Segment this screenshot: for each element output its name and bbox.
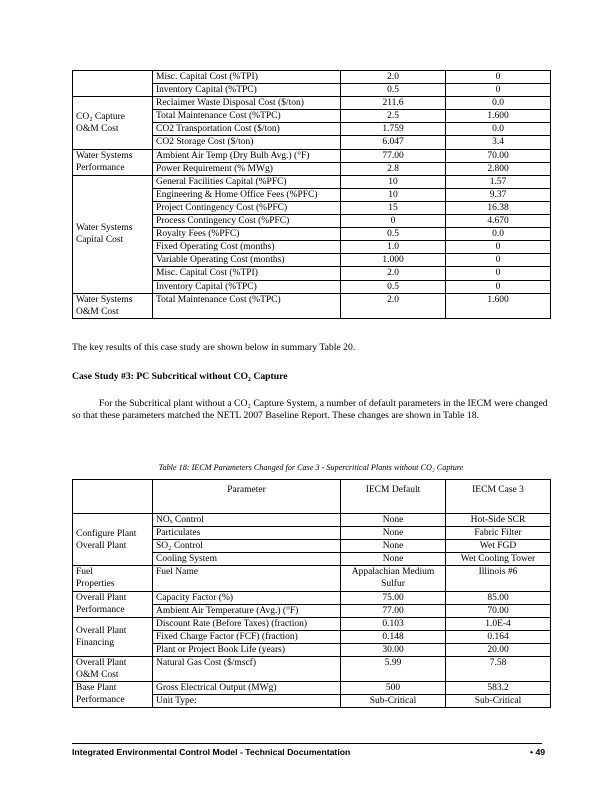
default-value-cell: 10	[341, 188, 446, 201]
case-value-cell: 7.58	[446, 657, 551, 682]
group-cell: Water Systems Performance	[73, 149, 153, 175]
parameter-cell: Natural Gas Cost ($/mscf)	[153, 657, 341, 682]
case-value-cell: Wet Cooling Tower	[446, 553, 551, 566]
default-value-cell: 10	[341, 175, 446, 188]
parameter-cell: Power Requirement (% MWg)	[153, 162, 341, 175]
default-value-cell: 6.047	[341, 136, 446, 149]
table-row	[73, 566, 551, 591]
parameter-cell: Fixed Operating Cost (months)	[153, 241, 341, 254]
parameter-cell: Unit Type:	[153, 695, 341, 708]
parameter-cell: Misc. Capital Cost (%TPI)	[153, 267, 341, 280]
group-cell: Configure Plant Overall Plant	[73, 514, 153, 566]
table-18-caption: Table 18: IECM Parameters Changed for Case 3 - Supercritical Plants without CO₂ Capture	[158, 463, 464, 472]
case-value-cell: Wet FGD	[446, 540, 551, 553]
default-value-cell: 0.148	[341, 630, 446, 643]
parameter-cell: Capacity Factor (%)	[153, 591, 341, 604]
default-value-cell: 2.8	[341, 162, 446, 175]
case-value-cell: 1.600	[446, 110, 551, 123]
header-iecm-default: IECM Default	[341, 480, 446, 514]
case-value-cell: 16.38	[446, 201, 551, 214]
case-value-cell: Fabric Filter	[446, 527, 551, 540]
case-value-cell: 0.164	[446, 630, 551, 643]
default-value-cell: 2.0	[341, 267, 446, 280]
parameter-cell: Gross Electrical Output (MWg)	[153, 682, 341, 695]
default-value-cell: 0.5	[341, 280, 446, 293]
parameter-cell: CO2 Transportation Cost ($/ton)	[153, 123, 341, 136]
default-value-cell: 2.5	[341, 110, 446, 123]
parameter-cell: General Facilities Capital (%PFC)	[153, 175, 341, 188]
case-value-cell: 3.4	[446, 136, 551, 149]
table-row	[73, 514, 551, 527]
parameter-cell: Royalty Fees (%PFC)	[153, 228, 341, 241]
default-value-cell: 211.6	[341, 97, 446, 110]
group-cell: CO₂ Capture O&M Cost	[73, 97, 153, 149]
group-cell: Overall Plant Financing	[73, 617, 153, 656]
parameter-cell: Project Contingency Cost (%PFC)	[153, 201, 341, 214]
case-value-cell: 85.00	[446, 591, 551, 604]
default-value-cell: 1.0	[341, 241, 446, 254]
parameter-cell: NOₓ Control	[153, 514, 341, 527]
default-value-cell: 0	[341, 215, 446, 228]
default-value-cell: 5.99	[341, 657, 446, 682]
parameter-cell: Fixed Charge Factor (FCF) (fraction)	[153, 630, 341, 643]
case-value-cell: 9.37	[446, 188, 551, 201]
case-value-cell: Hot-Side SCR	[446, 514, 551, 527]
case-value-cell: 0.0	[446, 123, 551, 136]
parameter-cell: Ambient Air Temperature (Avg.) (°F)	[153, 604, 341, 617]
parameter-cell: Engineering & Home Office Fees (%PFC)	[153, 188, 341, 201]
page-number: • 49	[530, 747, 546, 757]
table-row	[73, 71, 551, 84]
parameter-cell: CO2 Storage Cost ($/ton)	[153, 136, 341, 149]
parameters-table-continued	[72, 70, 551, 319]
case-value-cell: 1.0E-4	[446, 617, 551, 630]
parameter-cell: Inventory Capital (%TPC)	[153, 280, 341, 293]
header-parameter: Parameter	[153, 480, 341, 514]
header-group	[73, 480, 153, 514]
case-value-cell: 0	[446, 280, 551, 293]
case-value-cell: 0	[446, 84, 551, 97]
default-value-cell: 15	[341, 201, 446, 214]
parameter-cell: Variable Operating Cost (months)	[153, 254, 341, 267]
default-value-cell: 2.0	[341, 293, 446, 318]
case-value-cell: 4.670	[446, 215, 551, 228]
parameter-cell: Total Maintenance Cost (%TPC)	[153, 110, 341, 123]
group-cell: Fuel Properties	[73, 566, 153, 591]
group-cell: Overall Plant Performance	[73, 591, 153, 617]
case-value-cell: 20.00	[446, 643, 551, 656]
parameter-cell: Misc. Capital Cost (%TPI)	[153, 71, 341, 84]
parameter-cell: Particulates	[153, 527, 341, 540]
group-cell: Base Plant Performance	[73, 682, 153, 708]
footer-rule	[72, 743, 542, 744]
table-row	[73, 591, 551, 604]
default-value-cell: 500	[341, 682, 446, 695]
parameter-cell: Ambient Air Temp (Dry Bulb Avg.) (°F)	[153, 149, 341, 162]
group-cell	[73, 71, 153, 97]
case-value-cell: 0	[446, 267, 551, 280]
default-value-cell: None	[341, 540, 446, 553]
table-row	[73, 175, 551, 188]
case-value-cell: 0.0	[446, 97, 551, 110]
group-cell: Water Systems O&M Cost	[73, 293, 153, 318]
group-cell: Water Systems Capital Cost	[73, 175, 153, 293]
parameter-cell: Plant or Project Book Life (years)	[153, 643, 341, 656]
footer-title: Integrated Environmental Control Model - Technical Documentation	[72, 747, 351, 757]
table-row	[73, 149, 551, 162]
case-value-cell: 0	[446, 241, 551, 254]
case-value-cell: 70.00	[446, 604, 551, 617]
case-value-cell: Sub-Critical	[446, 695, 551, 708]
parameter-cell: Cooling System	[153, 553, 341, 566]
table-18	[72, 479, 551, 708]
case-value-cell: Illinois #6	[446, 566, 551, 591]
header-iecm-case-3: IECM Case 3	[446, 480, 551, 514]
case-study-paragraph: For the Subcritical plant without a CO₂ Capture System, a number of default parameters in the IECM were changed so that these parameters matched the NETL 2007 Baseline Report. These changes are shown in Table 18.	[72, 398, 548, 422]
parameter-cell: Discount Rate (Before Taxes) (fraction)	[153, 617, 341, 630]
default-value-cell: Appalachian Medium Sulfur	[341, 566, 446, 591]
case-value-cell: 70.00	[446, 149, 551, 162]
parameter-cell: SO₂ Control	[153, 540, 341, 553]
table-row	[73, 682, 551, 695]
default-value-cell: None	[341, 514, 446, 527]
case-value-cell: 1.57	[446, 175, 551, 188]
parameter-cell: Total Maintenance Cost (%TPC)	[153, 293, 341, 318]
case-value-cell: 0	[446, 71, 551, 84]
parameter-cell: Inventory Capital (%TPC)	[153, 84, 341, 97]
case-study-heading: Case Study #3: PC Subcritical without CO₂ Capture	[72, 371, 288, 382]
case-value-cell: 0	[446, 254, 551, 267]
case-value-cell: 2.800	[446, 162, 551, 175]
default-value-cell: 77.00	[341, 149, 446, 162]
table-row	[73, 657, 551, 682]
parameter-cell: Reclaimer Waste Disposal Cost ($/ton)	[153, 97, 341, 110]
case-value-cell: 1.600	[446, 293, 551, 318]
default-value-cell: 2.0	[341, 71, 446, 84]
default-value-cell: 0.5	[341, 228, 446, 241]
default-value-cell: 77.00	[341, 604, 446, 617]
table-row	[73, 293, 551, 318]
default-value-cell: 1.000	[341, 254, 446, 267]
default-value-cell: None	[341, 527, 446, 540]
default-value-cell: 0.5	[341, 84, 446, 97]
default-value-cell: 1.759	[341, 123, 446, 136]
parameter-cell: Fuel Name	[153, 566, 341, 591]
default-value-cell: Sub-Critical	[341, 695, 446, 708]
summary-sentence: The key results of this case study are shown below in summary Table 20.	[72, 342, 356, 353]
default-value-cell: 75.00	[341, 591, 446, 604]
default-value-cell: 0.103	[341, 617, 446, 630]
parameter-cell: Process Contingency Cost (%PFC)	[153, 215, 341, 228]
table-row	[73, 617, 551, 630]
case-value-cell: 0.0	[446, 228, 551, 241]
case-value-cell: 583.2	[446, 682, 551, 695]
default-value-cell: 30.00	[341, 643, 446, 656]
group-cell: Overall Plant O&M Cost	[73, 657, 153, 682]
table-row	[73, 97, 551, 110]
default-value-cell: None	[341, 553, 446, 566]
